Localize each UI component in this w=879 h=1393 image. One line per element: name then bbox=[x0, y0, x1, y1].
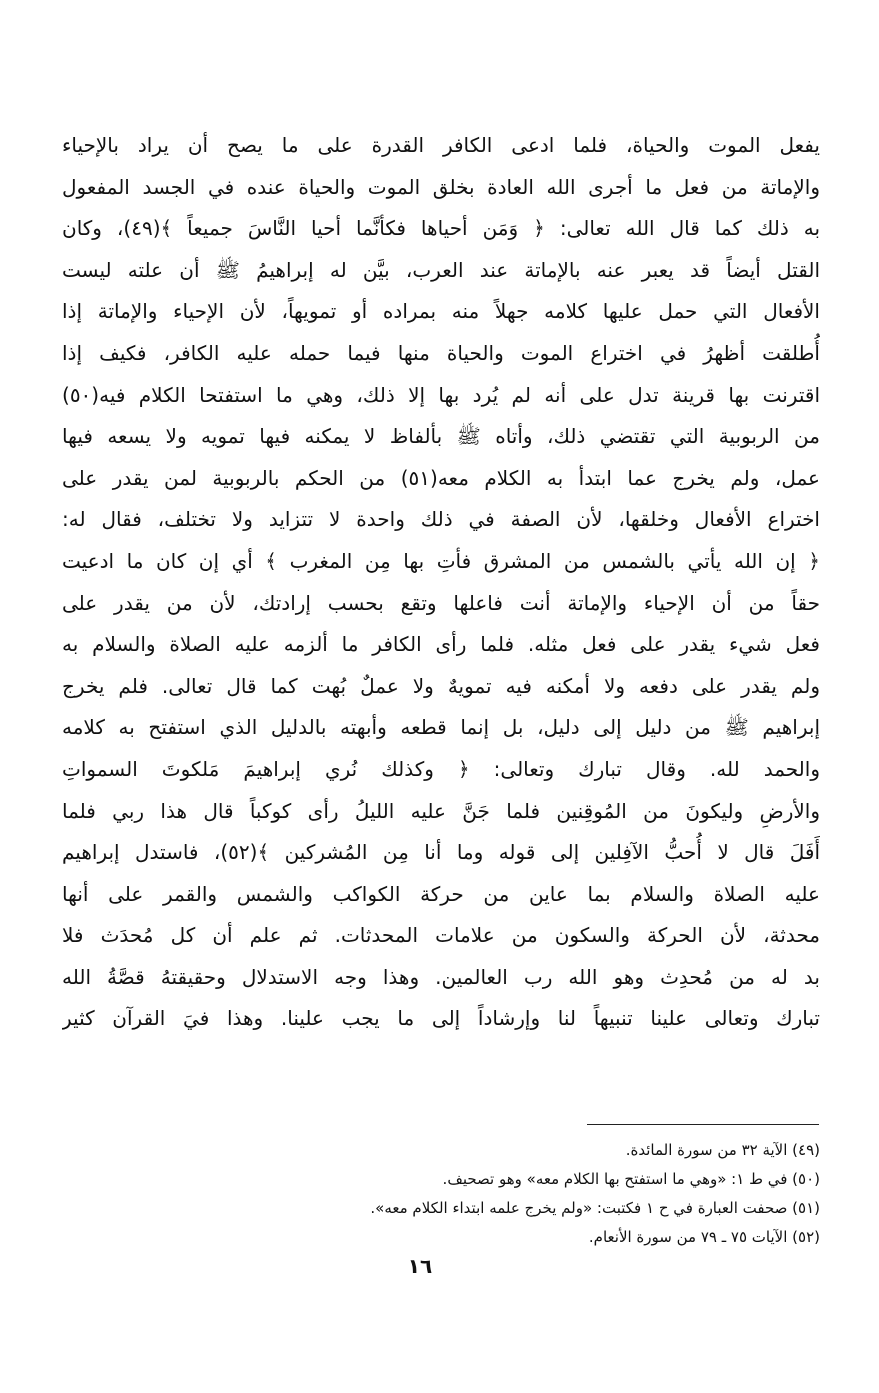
text-line: والأرضِ وليكونَ من المُوقِنين فلما جَنَّ عليه الليلُ رأى كوكباً قال هذا ربي فلما bbox=[62, 798, 820, 823]
text-line: محدثة، لأن الحركة والسكون من علامات المحدثات. ثم علم أن كل مُحدَث فلا bbox=[62, 923, 820, 948]
text-line: ولم يقدر على دفعه ولا أمكنه فيه تمويهٌ ولا عملٌ بُهت كما قال تعالى. فلم يخرج bbox=[62, 673, 820, 698]
text-line: والإماتة من فعل ما أجرى الله العادة بخلق الموت والحياة عنده في الجسد المفعول bbox=[62, 174, 820, 199]
text-line: اختراع الأفعال وخلقها، لأن الصفة في ذلك واحدة لا تتزايد ولا تختلف، فقال له: bbox=[62, 507, 820, 532]
text-line: تبارك وتعالى علينا تنبيهاً لنا وإرشاداً إلى ما يجب علينا. وهذا فيَ القرآن كثير bbox=[62, 1006, 820, 1031]
text-line: ﴿ إن الله يأتي بالشمس من المشرق فأتِ بها مِن المغرب ﴾ أي إن كان ما ادعيت bbox=[62, 548, 820, 573]
footnote-49: (٤٩) الآية ٣٢ من سورة المائدة. bbox=[625, 1141, 820, 1159]
text-line: من الربوبية التي تقتضي ذلك، وأتاه ﷺ بألفاظ لا يمكنه فيها تمويه ولا يسعه فيها bbox=[62, 424, 820, 449]
text-line: اقترنت بها قرينة تدل على أنه لم يُرد بها إلا ذلك، وهي ما استفتحا الكلام فيه(٥٠) bbox=[62, 382, 820, 407]
text-line: عمل، ولم يخرج عما ابتدأ به الكلام معه(٥١) من الحكم بالربوبية لمن يقدر على bbox=[62, 465, 820, 490]
text-line: والحمد لله. وقال تبارك وتعالى: ﴿ وكذلك نُري إبراهيمَ مَلكوتَ السمواتِ bbox=[62, 756, 820, 781]
footnote-divider bbox=[587, 1124, 819, 1125]
text-line: الأفعال التي حمل عليها كلامه جهلاً منه بمراده أو تمويهاً، لأن الإحياء والإماتة إذا bbox=[62, 299, 820, 324]
text-line: القتل أيضاً قد يعبر عنه بالإماتة عند العرب، بيَّن له إبراهيمُ ﷺ أن علته ليست bbox=[62, 257, 820, 282]
footnotes bbox=[200, 1136, 820, 1252]
text-line: أَفَلَ قال لا أُحبُّ الآفِلين إلى قوله وما أنا مِن المُشركين ﴾(٥٢)، فاستدل إبراهيم bbox=[62, 840, 820, 865]
text-line: فعل شيء يقدر على فعل مثله. فلما رأى الكافر ما ألزمه عليه الصلاة والسلام به bbox=[62, 632, 820, 657]
footnote-51: (٥١) صحفت العبارة في ح ١ فكتبت: «ولم يخرج علمه ابتداء الكلام معه». bbox=[370, 1199, 820, 1217]
footnote-52: (٥٢) الآيات ٧٥ ـ ٧٩ من سورة الأنعام. bbox=[588, 1228, 820, 1246]
text-line: بد له من مُحدِث وهو الله رب العالمين. وهذا وجه الاستدلال وحقيقتهُ قصَّةُ الله bbox=[62, 964, 820, 989]
body-text bbox=[62, 125, 820, 1040]
page-number: ١٦ bbox=[407, 1254, 433, 1278]
footnote-50: (٥٠) في ط ١: «وهي ما استفتح بها الكلام معه» وهو تصحيف. bbox=[442, 1170, 820, 1188]
text-line: حقاً من أن الإحياء والإماتة أنت فاعلها وتقع بحسب إرادتك، لأن من يقدر على bbox=[62, 590, 820, 615]
text-line: إبراهيم ﷺ من دليل إلى دليل، بل إنما قطعه وأبهته بالدليل الذي استفتح به كلامه bbox=[62, 715, 820, 740]
text-line: به ذلك كما قال الله تعالى: ﴿ وَمَن أحياها فكأنَّما أحيا النَّاسَ جميعاً ﴾(٤٩)، وكان bbox=[62, 216, 820, 241]
text-line: عليه الصلاة والسلام بما عاين من حركة الكواكب والشمس والقمر على أنها bbox=[62, 881, 820, 906]
text-line: يفعل الموت والحياة، فلما ادعى الكافر القدرة على ما يصح أن يراد بالإحياء bbox=[62, 133, 820, 157]
text-line: أُطلقت أظهرُ في اختراع الموت والحياة منها فيما حمله عليه الكافر، فكيف إذا bbox=[62, 340, 820, 365]
